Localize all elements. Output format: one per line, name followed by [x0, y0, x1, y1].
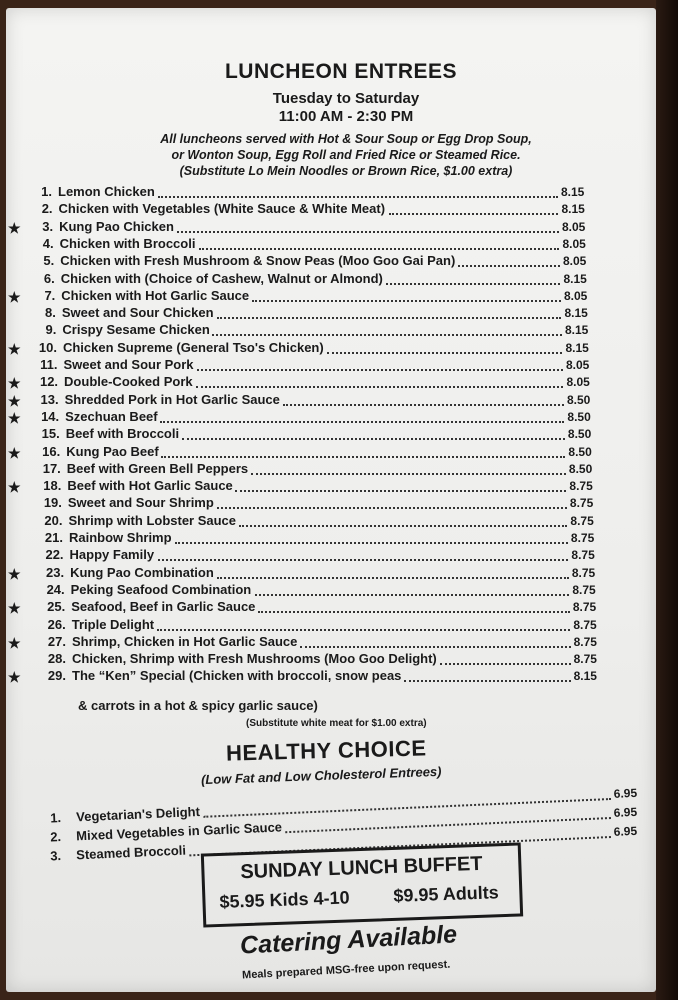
- menu-item-price: 8.75: [569, 479, 593, 494]
- menu-item-price: 8.15: [573, 669, 597, 684]
- healthy-choice-subtitle: (Low Fat and Low Cholesterol Entrees): [200, 763, 442, 788]
- menu-item-number: 16.: [42, 443, 61, 459]
- healthy-item-price: 6.95: [613, 785, 638, 801]
- menu-item-name: Crispy Sesame Chicken: [62, 322, 210, 338]
- menu-item-price: 8.15: [561, 202, 585, 217]
- menu-item-name: The “Ken” Special (Chicken with broccoli, snow peas: [72, 668, 402, 684]
- menu-item-name: Shrimp, Chicken in Hot Garlic Sauce: [72, 633, 298, 649]
- dot-leader: [239, 525, 567, 527]
- spicy-star-icon: ★: [8, 479, 21, 496]
- menu-item-name: Kung Pao Beef: [66, 443, 159, 459]
- menu-item-row: [6, 184, 646, 200]
- spicy-star-icon: ★: [8, 219, 21, 236]
- menu-item-name: Sweet and Sour Chicken: [61, 305, 214, 321]
- menu-item-number: 15.: [41, 426, 60, 442]
- healthy-item-number: 2.: [49, 829, 62, 845]
- menu-item-row: [6, 634, 646, 650]
- spicy-star-icon: ★: [8, 392, 21, 409]
- spicy-star-icon: ★: [8, 444, 21, 461]
- menu-item-name: Chicken with Broccoli: [59, 235, 196, 251]
- menu-item-price: 8.50: [566, 392, 591, 407]
- menu-item-number: 1.: [41, 184, 52, 199]
- menu-item-number: 14.: [41, 408, 60, 424]
- menu-item-row: [6, 426, 646, 442]
- menu-item-row: [6, 513, 646, 529]
- menu-item-number: 25.: [47, 599, 66, 615]
- menu-item-price: 8.15: [561, 185, 585, 199]
- menu-item-name: Lemon Chicken: [58, 184, 155, 199]
- menu-item-row: [6, 409, 646, 425]
- menu-item-name: Chicken, Shrimp with Fresh Mushrooms (Moo Goo Delight): [72, 651, 437, 667]
- dot-leader: [158, 559, 568, 561]
- menu-item-price: 8.50: [568, 444, 592, 459]
- dot-leader: [182, 438, 565, 440]
- menu-item-row: [6, 565, 646, 581]
- item29-continuation: & carrots in a hot & spicy garlic sauce): [78, 698, 318, 713]
- menu-item-name: Rainbow Shrimp: [69, 530, 172, 545]
- menu-item-name: Peking Seafood Combination: [70, 581, 252, 597]
- menu-item-row: [6, 357, 646, 373]
- menu-item-number: 9.: [45, 322, 57, 338]
- menu-item-number: 27.: [47, 633, 66, 649]
- menu-item-number: 20.: [44, 512, 63, 528]
- menu-item-name: Chicken with (Choice of Cashew, Walnut or Almond): [60, 270, 383, 286]
- menu-item-price: 8.50: [567, 409, 591, 424]
- healthy-item-name: Vegetarian's Delight: [75, 803, 201, 825]
- luncheon-note-line2: or Wonton Soup, Egg Roll and Fried Rice or Steamed Rice.: [171, 148, 521, 162]
- dot-leader: [158, 196, 558, 198]
- menu-item-row: [6, 288, 646, 304]
- menu-item-name: Chicken with Hot Garlic Sauce: [61, 287, 250, 303]
- menu-item-number: 10.: [38, 339, 57, 355]
- dot-leader: [196, 386, 563, 388]
- menu-item-row: [6, 461, 646, 477]
- serving-hours: 11:00 AM - 2:30 PM: [278, 108, 414, 125]
- dot-leader: [217, 577, 569, 579]
- spicy-star-icon: ★: [8, 669, 21, 686]
- dot-leader: [386, 283, 560, 285]
- menu-item-name: Beef with Green Bell Peppers: [66, 460, 249, 476]
- menu-item-price: 8.05: [561, 219, 586, 234]
- dot-leader: [255, 594, 569, 596]
- menu-item-price: 8.75: [573, 617, 597, 632]
- menu-item-row: [6, 271, 646, 287]
- dot-leader: [258, 611, 570, 613]
- menu-item-number: 26.: [47, 616, 66, 632]
- healthy-choice-title: HEALTHY CHOICE: [225, 735, 427, 766]
- menu-item-name: Seafood, Beef in Garlic Sauce: [71, 599, 256, 615]
- dot-leader: [283, 404, 564, 406]
- menu-item-row: [6, 322, 646, 338]
- dot-leader: [389, 213, 558, 215]
- menu-item-row: [6, 219, 646, 235]
- menu-item-number: 22.: [45, 547, 64, 563]
- menu-item-number: 12.: [39, 374, 59, 390]
- menu-item-name: Sweet and Sour Shrimp: [67, 495, 214, 511]
- menu-item-price: 8.75: [573, 634, 597, 649]
- menu-item-row: [6, 392, 646, 408]
- dot-leader: [252, 300, 561, 302]
- spicy-star-icon: ★: [8, 600, 21, 617]
- menu-item-name: Sweet and Sour Pork: [63, 357, 194, 372]
- menu-item-price: 8.75: [572, 600, 597, 615]
- menu-item-row: [6, 530, 646, 546]
- menu-item-row: [6, 201, 646, 217]
- menu-item-row: [6, 582, 646, 598]
- menu-item-number: 3.: [42, 218, 54, 234]
- menu-item-name: Beef with Hot Garlic Sauce: [67, 478, 233, 494]
- menu-item-name: Happy Family: [69, 547, 155, 563]
- dot-leader: [251, 473, 566, 475]
- menu-item-name: Szechuan Beef: [65, 408, 158, 424]
- menu-item-row: [6, 478, 646, 494]
- dot-leader: [199, 248, 559, 250]
- dot-leader: [327, 352, 562, 354]
- menu-item-price: 8.75: [573, 652, 597, 667]
- menu-item-row: [6, 305, 646, 321]
- page-title: LUNCHEON ENTREES: [224, 60, 458, 83]
- menu-item-price: 8.75: [570, 531, 595, 545]
- menu-item-name: Chicken with Fresh Mushroom & Snow Peas (Moo Goo Gai Pan): [60, 253, 456, 269]
- spicy-star-icon: ★: [8, 375, 21, 392]
- menu-item-price: 8.05: [563, 288, 588, 303]
- healthy-item-number: 3.: [49, 848, 62, 864]
- menu-item-price: 8.15: [564, 323, 589, 338]
- healthy-item-name: Steamed Broccoli: [75, 842, 187, 863]
- menu-item-price: 8.75: [571, 548, 595, 563]
- menu-item-price: 8.75: [570, 513, 594, 528]
- menu-item-price: 8.15: [564, 306, 588, 321]
- menu-item-number: 21.: [44, 530, 63, 545]
- menu-item-number: 13.: [40, 391, 59, 407]
- healthy-item-price: 6.95: [613, 823, 638, 839]
- buffet-box: [201, 842, 523, 927]
- menu-holder-frame: [656, 0, 678, 1000]
- menu-item-number: 24.: [46, 581, 65, 597]
- menu-item-price: 8.75: [571, 565, 596, 580]
- menu-item-row: [6, 651, 646, 667]
- menu-item-number: 7.: [44, 287, 56, 303]
- menu-item-number: 29.: [47, 668, 66, 684]
- msg-free-note: Meals prepared MSG-free upon request.: [241, 958, 451, 982]
- dot-leader: [458, 265, 560, 267]
- menu-item-name: Beef with Broccoli: [65, 426, 180, 442]
- dot-leader: [217, 317, 561, 319]
- menu-item-number: 17.: [42, 460, 61, 476]
- menu-item-number: 8.: [45, 305, 56, 321]
- menu-item-name: Shrimp with Lobster Sauce: [68, 512, 237, 528]
- menu-item-row: [6, 253, 646, 269]
- menu-item-row: [6, 374, 646, 390]
- menu-item-price: 8.50: [567, 427, 592, 442]
- serving-days: Tuesday to Saturday: [272, 90, 420, 107]
- menu-item-price: 8.75: [572, 582, 596, 597]
- dot-leader: [212, 334, 562, 336]
- menu-item-name: Kung Pao Chicken: [59, 218, 174, 234]
- menu-item-price: 8.15: [565, 340, 589, 355]
- catering-banner: Catering Available: [239, 920, 458, 960]
- luncheon-note-line3: (Substitute Lo Mein Noodles or Brown Rice, $1.00 extra): [179, 164, 513, 178]
- menu-item-row: [6, 236, 646, 252]
- dot-leader: [177, 231, 559, 233]
- menu-item-price: 8.05: [565, 358, 590, 372]
- dot-leader: [175, 542, 568, 544]
- menu-item-number: 5.: [43, 253, 55, 269]
- dot-leader: [404, 680, 571, 682]
- menu-item-number: 2.: [41, 201, 53, 217]
- menu-item-price: 8.05: [566, 375, 590, 390]
- menu-item-name: Triple Delight: [71, 616, 155, 632]
- spicy-star-icon: ★: [8, 288, 21, 305]
- menu-item-price: 8.15: [563, 271, 587, 286]
- menu-item-number: 6.: [43, 270, 55, 286]
- dot-leader: [300, 646, 571, 648]
- spicy-star-icon: ★: [8, 565, 21, 582]
- healthy-item-name: Mixed Vegetables in Garlic Sauce: [75, 819, 283, 844]
- menu-item-price: 8.05: [562, 236, 586, 251]
- menu-item-row: [6, 599, 646, 615]
- buffet-kids-price: $5.95 Kids 4-10: [219, 887, 350, 912]
- menu-item-number: 4.: [42, 235, 54, 251]
- luncheon-note-line1: All luncheons served with Hot & Sour Soup or Egg Drop Soup,: [160, 132, 532, 146]
- dot-leader: [157, 629, 570, 631]
- menu-item-name: Chicken with Vegetables (White Sauce & White Meat): [58, 201, 386, 217]
- menu-item-name: Shredded Pork in Hot Garlic Sauce: [64, 391, 280, 407]
- menu-item-name: Double-Cooked Pork: [64, 374, 193, 390]
- spicy-star-icon: ★: [8, 340, 21, 357]
- menu-item-number: 28.: [47, 651, 66, 667]
- menu-item-row: [6, 668, 646, 684]
- dot-leader: [197, 369, 563, 371]
- menu-item-price: 8.50: [568, 461, 593, 476]
- menu-page: [6, 8, 656, 992]
- spicy-star-icon: ★: [8, 409, 21, 426]
- buffet-adults-price: $9.95 Adults: [393, 882, 500, 906]
- menu-item-row: [6, 340, 646, 356]
- menu-item-price: 8.05: [562, 254, 587, 269]
- buffet-title: SUNDAY LUNCH BUFFET: [239, 852, 483, 884]
- substitute-note: (Substitute white meat for $1.00 extra): [246, 718, 427, 729]
- menu-item-number: 11.: [40, 357, 58, 372]
- menu-item-name: Chicken Supreme (General Tso's Chicken): [62, 339, 324, 355]
- menu-item-row: [6, 547, 646, 563]
- menu-item-price: 8.75: [569, 496, 594, 511]
- menu-item-number: 18.: [43, 478, 62, 494]
- dot-leader: [217, 507, 567, 509]
- dot-leader: [161, 456, 565, 458]
- dot-leader: [235, 490, 566, 492]
- menu-item-number: 23.: [46, 564, 65, 580]
- healthy-item-number: 1.: [49, 810, 62, 826]
- dot-leader: [440, 663, 571, 665]
- menu-item-row: [6, 617, 646, 633]
- menu-item-name: Kung Pao Combination: [70, 564, 214, 580]
- menu-item-row: [6, 444, 646, 460]
- dot-leader: [160, 421, 564, 423]
- menu-item-row: [6, 495, 646, 511]
- healthy-item-price: 6.95: [613, 804, 638, 820]
- spicy-star-icon: ★: [8, 634, 21, 651]
- menu-item-number: 19.: [43, 495, 62, 511]
